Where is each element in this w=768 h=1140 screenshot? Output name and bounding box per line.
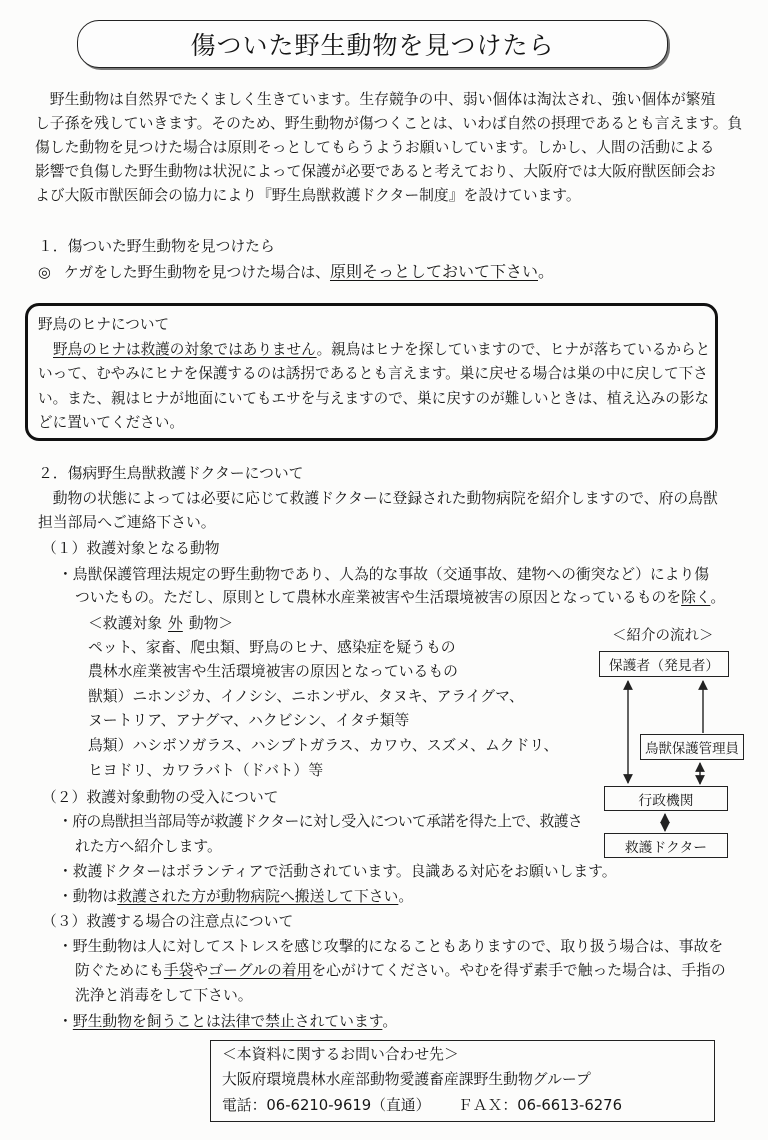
flow-ranger-label: 鳥獣保護管理員 <box>645 741 739 757</box>
cautions-line-end: 。 <box>382 1013 398 1030</box>
excluded-line: ヌートリア、アナグマ、ハクビシン、イタチ類等 <box>88 712 410 729</box>
cautions-gloves-emphasis: 手袋 <box>163 962 194 979</box>
chick-box-line: いって、むやみにヒナを保護するのは誘拐であるとも言えます。巣に戻せる場合は巣の中に戻して下さ <box>38 365 708 382</box>
intro-line: よび大阪市獣医師会の協力により『野生鳥獣救護ドクター制度』を設けています。 <box>35 187 581 204</box>
cautions-line <box>58 1011 397 1033</box>
cautions-law-emphasis: 野生動物を飼うことは法律で禁止されています <box>72 1013 383 1030</box>
section2-intro-line: 担当部局へご連絡下さい。 <box>38 514 216 531</box>
acceptance-line: ・府の鳥獣担当部局等が救護ドクターに対し受入について承諾を得た上で、救護さ <box>58 813 583 830</box>
flow-title: ＜紹介の流れ＞ <box>612 628 714 644</box>
contact-heading: ＜本資料に関するお問い合わせ先＞ <box>222 1046 459 1063</box>
cautions-line-start: 防ぐためにも <box>75 962 164 979</box>
intro-line: し子孫を残していきます。そのため、野生動物が傷つくことは、いわば自然の摂理であるとも言えます。負 <box>35 115 743 132</box>
intro-line: 影響で負傷した野生動物は状況によって保護が必要であると考えており、大阪府では大阪府獣医師会お <box>35 163 716 180</box>
acceptance-line <box>58 886 413 908</box>
chick-box-line <box>38 339 710 361</box>
excluded-line: 獣類）ニホンジカ、イノシシ、ニホンザル、タヌキ、アライグマ、 <box>88 688 524 705</box>
chick-box-line-rest: 。親鳥はヒナを探していますので、ヒナが落ちているからと <box>316 341 711 358</box>
excluded-heading <box>88 613 233 635</box>
cautions-line: 洗浄と消毒をして下さい。 <box>75 987 253 1004</box>
acceptance-heading: （２）救護対象動物の受入について <box>42 789 279 806</box>
targets-heading: （１）救護対象となる動物 <box>42 540 220 557</box>
chick-box-heading: 野鳥のヒナについて <box>38 316 170 333</box>
cautions-heading: （３）救護する場合の注意点について <box>42 913 294 930</box>
targets-exclusion-emphasis: 除く <box>681 589 711 606</box>
title-box <box>77 20 668 68</box>
flow-box-finder <box>599 651 729 677</box>
excluded-line: 鳥類）ハシボソガラス、ハシブトガラス、カワウ、スズメ、ムクドリ、 <box>88 737 559 754</box>
intro-line: 傷した動物を見つけた場合は原則そっとしてもらうようお願いしています。しかし、人間の活動による <box>35 139 715 156</box>
acceptance-line: れた方へ紹介します。 <box>75 838 222 855</box>
contact-phone: 電話：06-6210-9619（直通） <box>222 1097 431 1114</box>
cautions-line <box>75 960 726 982</box>
targets-bullet-text: ついたもの。ただし、原則として農林水産業被害や生活環境被害の原因となっているものを <box>75 589 682 606</box>
section2-heading: ２．傷病野生鳥獣救護ドクターについて <box>38 465 304 482</box>
excluded-line: ヒヨドリ、カワラバト（ドバト）等 <box>88 762 324 779</box>
cautions-goggles-emphasis: ゴーグルの着用 <box>208 962 312 979</box>
flow-box-doctor <box>604 833 728 858</box>
flow-finder-label: 保護者（発見者） <box>608 658 720 674</box>
acceptance-line-start: ・動物は <box>58 888 118 905</box>
section1-note-end: 。 <box>538 262 555 281</box>
cautions-line: ・野生動物は人に対してストレスを感じ攻撃的になることもありますので、取り扱う場合は、事故を <box>58 938 724 955</box>
acceptance-line-end: 。 <box>398 888 414 905</box>
contact-department: 大阪府環境農林水産部動物愛護畜産課野生動物グループ <box>222 1071 591 1088</box>
double-circle-mark: ◎ <box>38 264 51 281</box>
targets-bullet-line: ・鳥獣保護管理法規定の野生動物であり、人為的な事故（交通事故、建物への衝突など）により傷 <box>58 566 710 583</box>
targets-bullet-line <box>75 587 725 609</box>
acceptance-line: ・救護ドクターはボランティアで活動されています。良識ある対応をお願いします。 <box>58 863 617 880</box>
section1-note <box>38 261 554 283</box>
acceptance-transport-emphasis: 救護された方が動物病院へ搬送して下さい <box>117 888 399 905</box>
page-title: 傷ついた野生動物を見つけたら <box>190 31 555 60</box>
cautions-line-end: を心がけてください。やむを得ず素手で触った場合は、手指の <box>311 962 726 979</box>
targets-bullet-end: 。 <box>710 589 726 606</box>
flow-doctor-label: 救護ドクター <box>624 839 708 856</box>
excluded-line: ペット、家畜、爬虫類、野鳥のヒナ、感染症を疑うもの <box>88 639 456 656</box>
chick-box-line: どに置いてください。 <box>38 414 184 431</box>
excluded-heading-emphasis: 外 <box>168 615 183 632</box>
flow-box-agency <box>604 786 728 811</box>
intro-line: 野生動物は自然界でたくましく生きています。生存競争の中、弱い個体は淘汰され、強い個体が繁殖 <box>35 91 716 108</box>
cautions-line-mid: や <box>193 962 209 979</box>
cautions-bullet: ・ <box>58 1013 73 1030</box>
section2-intro-line: 動物の状態によっては必要に応じて救護ドクターに登録された動物病院を紹介しますので、府の鳥獣 <box>38 490 718 507</box>
flow-box-ranger <box>640 734 744 760</box>
excluded-heading-close: 動物＞ <box>188 615 234 632</box>
contact-fax: ＦＡＸ：06-6613-6276 <box>458 1097 623 1114</box>
section1-heading: １．傷ついた野生動物を見つけたら <box>38 238 275 255</box>
excluded-heading-open: ＜救護対象 <box>88 615 162 632</box>
chick-box-emphasis: 野鳥のヒナは救護の対象ではありません <box>53 341 317 358</box>
section1-note-text: ケガをした野生動物を見つけた場合は、 <box>63 264 330 281</box>
section1-note-emphasis: 原則そっとしておいて下さい <box>329 262 538 281</box>
flow-agency-label: 行政機関 <box>638 792 694 809</box>
excluded-line: 農林水産業被害や生活環境被害の原因となっているもの <box>88 663 458 680</box>
chick-box-line: い。また、親はヒナが地面にいてもエサを与えますので、巣に戻すのが難しいときは、植え込みの影な <box>38 390 710 407</box>
